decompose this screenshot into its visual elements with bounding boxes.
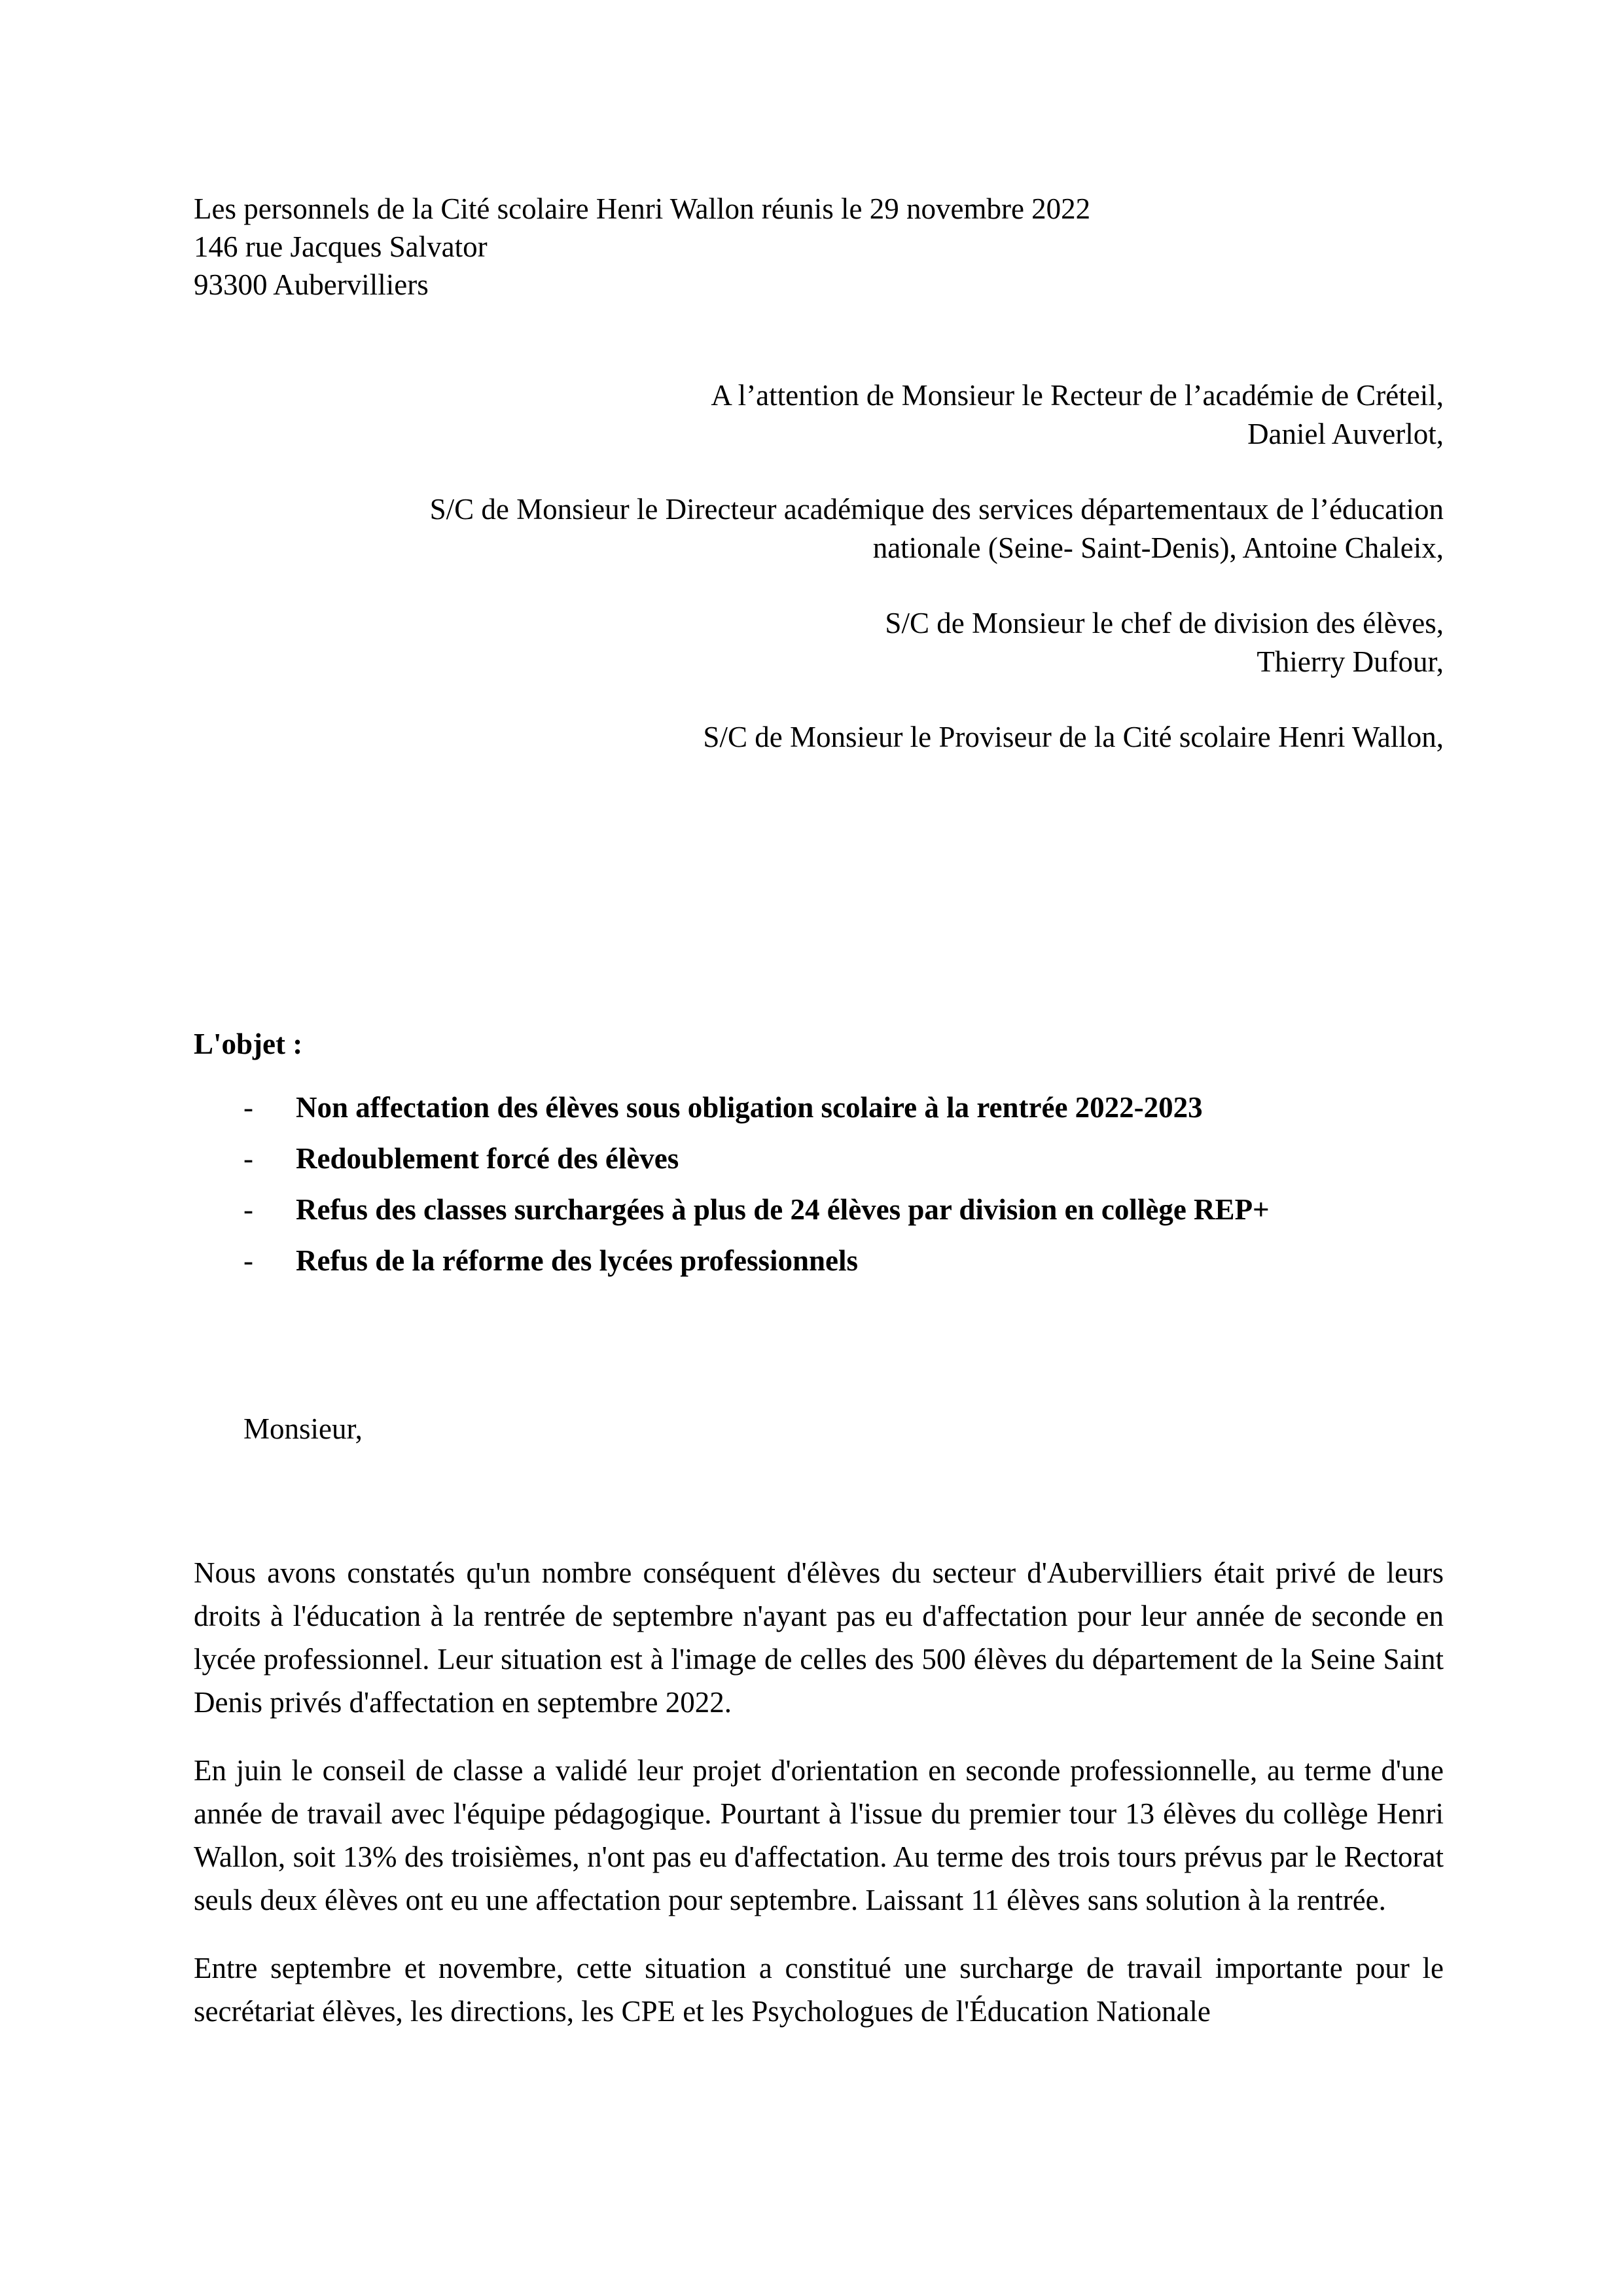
subject-item — [194, 1184, 1444, 1235]
subject-title: L'objet : — [194, 1028, 303, 1060]
recipient-line: Thierry Dufour, — [1257, 645, 1444, 678]
recipient-line: A l’attention de Monsieur le Recteur de l’académie de Créteil, — [711, 379, 1444, 412]
subject-item-text: Refus de la réforme des lycées professionnels — [296, 1244, 859, 1277]
bullet-dash: - — [243, 1244, 253, 1277]
bullet-dash: - — [243, 1091, 253, 1124]
bullet-dash: - — [243, 1193, 253, 1226]
bullet-dash: - — [243, 1142, 253, 1175]
subject-item — [194, 1082, 1444, 1133]
recipient-division-chief — [200, 604, 1444, 681]
recipient-headmaster — [200, 718, 1444, 757]
sender-city: 93300 Aubervilliers — [194, 268, 429, 301]
salutation: Monsieur, — [243, 1412, 363, 1445]
recipient-rector — [200, 376, 1444, 454]
letter-body — [194, 1551, 1444, 2033]
sender-line: Les personnels de la Cité scolaire Henri Wallon réunis le 29 novembre 2022 — [194, 192, 1091, 225]
recipient-line: nationale (Seine- Saint-Denis), Antoine Chaleix, — [872, 531, 1444, 564]
body-paragraph: Nous avons constatés qu'un nombre conséquent d'élèves du secteur d'Aubervilliers était privé de leurs droits à l'éducation à la rentrée de septembre n'ayant pas eu d'affectation pour leur année de seconde en lycée professionnel. Leur situation est à l'image de celles des 500 élèves du département de la Seine Saint Denis privés d'affectation en septembre 2022. — [194, 1556, 1444, 1719]
recipient-line: S/C de Monsieur le Proviseur de la Cité scolaire Henri Wallon, — [703, 721, 1444, 753]
subject-item-text: Non affectation des élèves sous obligation scolaire à la rentrée 2022-2023 — [296, 1091, 1203, 1124]
sender-address — [194, 190, 1437, 304]
recipients-block — [200, 376, 1444, 793]
subject-list — [194, 1082, 1444, 1286]
recipient-director — [200, 490, 1444, 567]
subject-item-text: Refus des classes surchargées à plus de 24 élèves par division en collège REP+ — [296, 1193, 1270, 1226]
body-paragraph: En juin le conseil de classe a validé leur projet d'orientation en seconde professionnelle, au terme d'une année de travail avec l'équipe pédagogique. Pourtant à l'issue du premier tour 13 élèves du collège Henri Wallon, soit 13% des troisièmes, n'ont pas eu d'affectation. Au terme des trois tours prévus par le Rectorat seuls deux élèves ont eu une affectation pour septembre. Laissant 11 élèves sans solution à la rentrée. — [194, 1754, 1444, 1916]
recipient-line: Daniel Auverlot, — [1247, 418, 1444, 450]
subject-section — [194, 1024, 1444, 1286]
recipient-line: S/C de Monsieur le chef de division des élèves, — [885, 607, 1444, 639]
recipient-line: S/C de Monsieur le Directeur académique des services départementaux de l’éducation — [429, 493, 1444, 526]
sender-street: 146 rue Jacques Salvator — [194, 230, 488, 263]
subject-item — [194, 1235, 1444, 1286]
subject-item — [194, 1133, 1444, 1184]
subject-item-text: Redoublement forcé des élèves — [296, 1142, 679, 1175]
body-paragraph: Entre septembre et novembre, cette situation a constitué une surcharge de travail importante pour le secrétariat élèves, les directions, les CPE et les Psychologues de l'Éducation Nationale — [194, 1952, 1444, 2028]
